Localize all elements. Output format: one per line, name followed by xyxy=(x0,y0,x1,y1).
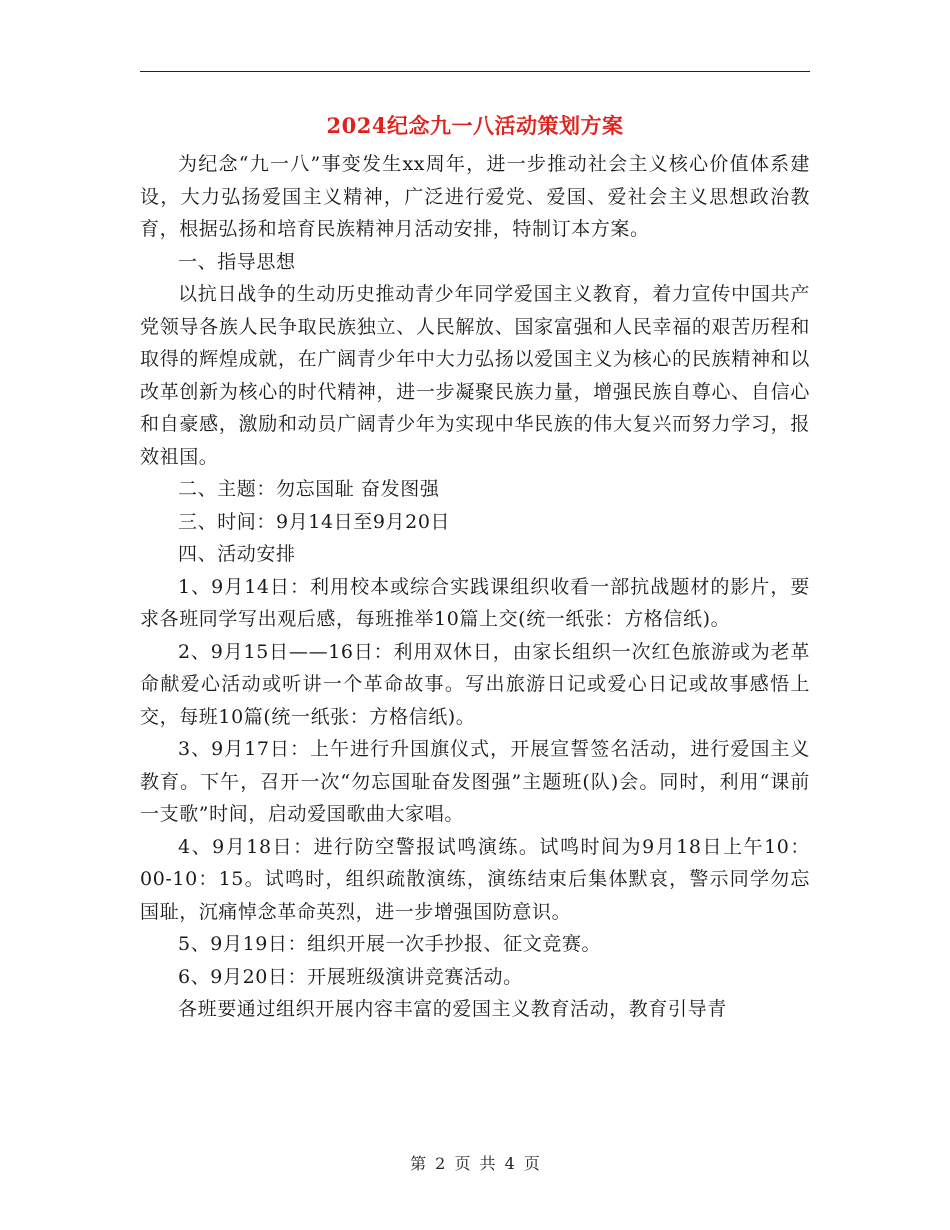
page-number-footer: 第 2 页 共 4 页 xyxy=(410,1154,540,1173)
activity-item: 3、9月17日：上午进行升国旗仪式，开展宣誓签名活动，进行爱国主义教育。下午，召开一次“勿忘国耻奋发图强”主题班(队)会。同时，利用“课前一支歌”时间，启动爱国歌曲大家唱。 xyxy=(140,738,810,825)
closing-paragraph: 各班要通过组织开展内容丰富的爱国主义教育活动，教育引导青 xyxy=(178,998,727,1020)
activity-item: 4、9月18日：进行防空警报试鸣演练。试鸣时间为9月18日上午10：00-10：15。试鸣时，组织疏散演练，演练结束后集体默哀，警示同学勿忘国耻，沉痛悼念革命英烈，进一步增强国防意识。 xyxy=(140,835,810,923)
intro-paragraph: 为纪念“九一八”事变发生xx周年，进一步推动社会主义核心价值体系建设，大力弘扬爱国主义精神，广泛进行爱党、爱国、爱社会主义思想政治教育，根据弘扬和培育民族精神月活动安排，特制订本方案。 xyxy=(140,153,810,240)
section-heading-guiding-ideology: 一、指导思想 xyxy=(178,250,296,273)
activity-item: 6、9月20日：开展班级演讲竞赛活动。 xyxy=(178,965,523,988)
activity-item: 2、9月15日——16日：利用双休日，由家长组织一次红色旅游或为老革命献爱心活动或听讲一个革命故事。写出旅游日记或爱心日记或故事感悟上交，每班10篇(统一纸张：方格信纸)。 xyxy=(140,640,810,728)
document-title: 2024纪念九一八活动策划方案 xyxy=(326,113,624,138)
theme-line: 二、主题：勿忘国耻 奋发图强 xyxy=(178,478,440,500)
activity-item: 5、9月19日：组织开展一次手抄报、征文竞赛。 xyxy=(178,933,602,955)
time-line: 三、时间：9月14日至9月20日 xyxy=(178,510,451,533)
guiding-ideology-paragraph: 以抗日战争的生动历史推动青少年同学爱国主义教育，着力宣传中国共产党领导各族人民争取民族独立、人民解放、国家富强和人民幸福的艰苦历程和取得的辉煌成就，在广阔青少年中大力弘扬以爱国主义为核心的民族精神和以改革创新为核心的时代精神，进一步凝聚民族力量，增强民族自尊心、自信心和自豪感，激励和动员广阔青少年为实现中华民族的伟大复兴而努力学习，报效祖国。 xyxy=(140,283,810,468)
activity-item: 1、9月14日：利用校本或综合实践课组织收看一部抗战题材的影片，要求各班同学写出观后感，每班推举10篇上交(统一纸张：方格信纸)。 xyxy=(140,575,810,630)
header-rule xyxy=(140,71,810,72)
section-heading-activity-plan: 四、活动安排 xyxy=(178,543,296,565)
document-body xyxy=(140,148,810,1026)
